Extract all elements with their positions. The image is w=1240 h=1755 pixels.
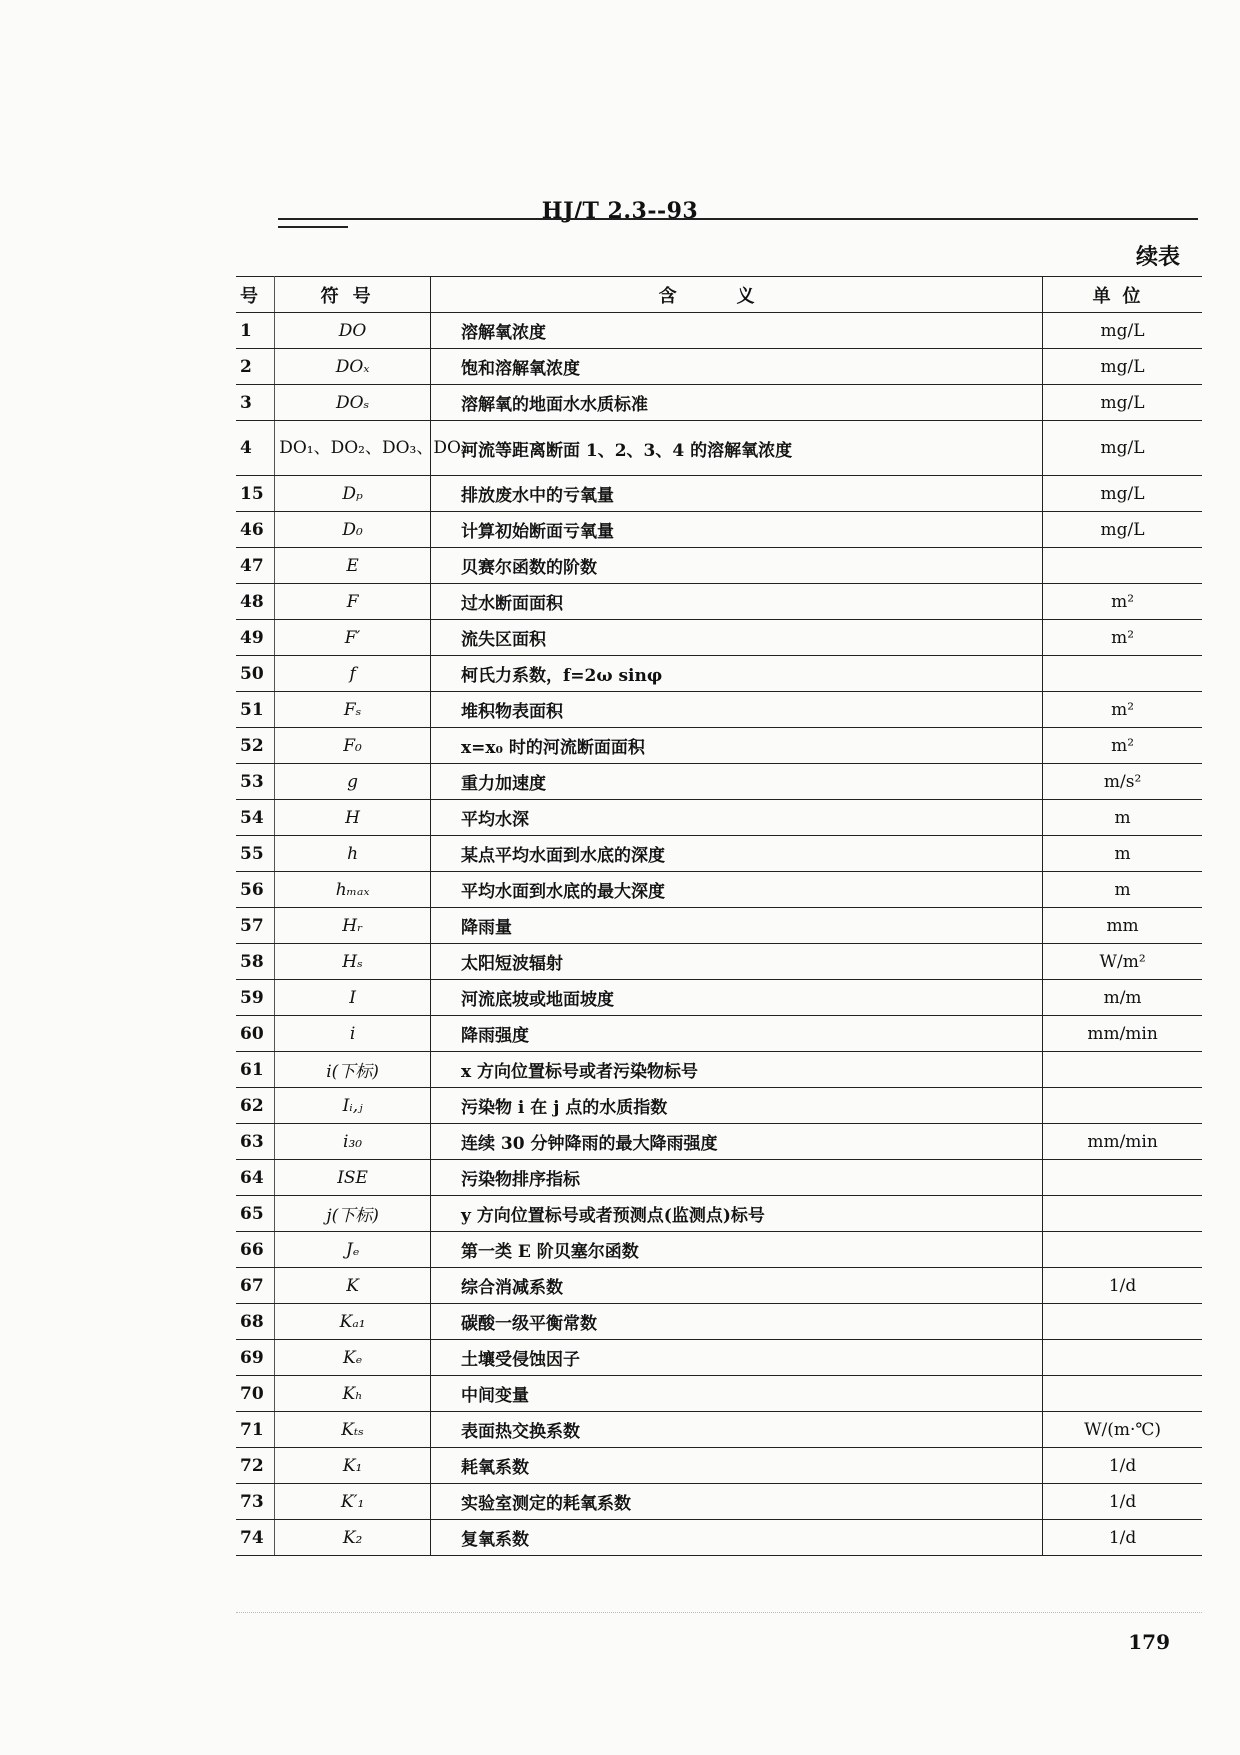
row-meaning: 河流底坡或地面坡度 [430, 980, 1042, 1016]
row-unit: mg/L [1043, 421, 1202, 476]
row-symbol: i₃₀ [275, 1124, 431, 1160]
row-symbol: i(下标) [275, 1052, 431, 1088]
row-number: 70 [236, 1376, 275, 1412]
row-meaning: 排放废水中的亏氧量 [430, 476, 1042, 512]
row-unit [1043, 548, 1202, 584]
row-unit: mm/min [1043, 1016, 1202, 1052]
row-meaning: 复氧系数 [430, 1520, 1042, 1556]
row-meaning: 污染物 i 在 j 点的水质指数 [430, 1088, 1042, 1124]
table-row [236, 476, 1202, 512]
table-row [236, 692, 1202, 728]
header-no: 号 [236, 277, 275, 313]
row-symbol: f [275, 656, 431, 692]
row-meaning: 连续 30 分钟降雨的最大降雨强度 [430, 1124, 1042, 1160]
row-number: 68 [236, 1304, 275, 1340]
row-number: 51 [236, 692, 275, 728]
symbol-table [236, 276, 1202, 1556]
row-meaning: 溶解氧的地面水水质标准 [430, 385, 1042, 421]
row-number: 59 [236, 980, 275, 1016]
row-number: 65 [236, 1196, 275, 1232]
table-row [236, 1268, 1202, 1304]
row-unit: m [1043, 800, 1202, 836]
row-meaning: 第一类 E 阶贝塞尔函数 [430, 1232, 1042, 1268]
row-unit: mg/L [1043, 476, 1202, 512]
row-meaning: 降雨量 [430, 908, 1042, 944]
table-row [236, 656, 1202, 692]
row-number: 71 [236, 1412, 275, 1448]
row-number: 73 [236, 1484, 275, 1520]
row-symbol: DOₛ [275, 385, 431, 421]
row-unit: 1/d [1043, 1484, 1202, 1520]
row-meaning: 降雨强度 [430, 1016, 1042, 1052]
bottom-dotted-line [236, 1612, 1202, 1613]
row-meaning: 河流等距离断面 1、2、3、4 的溶解氧浓度 [430, 421, 1042, 476]
row-number: 1 [236, 313, 275, 349]
row-meaning: x=x₀ 时的河流断面面积 [430, 728, 1042, 764]
row-unit: m² [1043, 692, 1202, 728]
row-symbol: K′₁ [275, 1484, 431, 1520]
row-number: 49 [236, 620, 275, 656]
table-row [236, 1160, 1202, 1196]
row-meaning: 太阳短波辐射 [430, 944, 1042, 980]
row-number: 48 [236, 584, 275, 620]
row-unit: m² [1043, 728, 1202, 764]
row-number: 56 [236, 872, 275, 908]
row-unit: m [1043, 872, 1202, 908]
row-unit: 1/d [1043, 1268, 1202, 1304]
row-symbol: K₁ [275, 1448, 431, 1484]
row-meaning: 表面热交换系数 [430, 1412, 1042, 1448]
row-meaning: 计算初始断面亏氧量 [430, 512, 1042, 548]
row-unit [1043, 1196, 1202, 1232]
row-symbol: Kₜₛ [275, 1412, 431, 1448]
row-unit: W/m² [1043, 944, 1202, 980]
row-number: 54 [236, 800, 275, 836]
table-row [236, 1088, 1202, 1124]
row-symbol: Kₐ₁ [275, 1304, 431, 1340]
table-row [236, 584, 1202, 620]
row-symbol: j(下标) [275, 1196, 431, 1232]
row-unit [1043, 1340, 1202, 1376]
row-unit: m [1043, 836, 1202, 872]
table-row [236, 1520, 1202, 1556]
row-number: 60 [236, 1016, 275, 1052]
row-unit [1043, 1304, 1202, 1340]
row-meaning: 耗氧系数 [430, 1448, 1042, 1484]
row-number: 69 [236, 1340, 275, 1376]
row-number: 55 [236, 836, 275, 872]
row-number: 61 [236, 1052, 275, 1088]
table-row [236, 1304, 1202, 1340]
row-symbol: hₘₐₓ [275, 872, 431, 908]
table-row [236, 1340, 1202, 1376]
row-number: 57 [236, 908, 275, 944]
row-meaning: 溶解氧浓度 [430, 313, 1042, 349]
row-meaning: 实验室测定的耗氧系数 [430, 1484, 1042, 1520]
row-meaning: 平均水面到水底的最大深度 [430, 872, 1042, 908]
row-unit: mg/L [1043, 512, 1202, 548]
table-header-row [236, 277, 1202, 313]
row-meaning: 重力加速度 [430, 764, 1042, 800]
row-unit [1043, 1376, 1202, 1412]
row-symbol: F₀ [275, 728, 431, 764]
row-number: 47 [236, 548, 275, 584]
row-number: 53 [236, 764, 275, 800]
row-unit: mm/min [1043, 1124, 1202, 1160]
row-unit: mg/L [1043, 349, 1202, 385]
row-unit [1043, 656, 1202, 692]
row-symbol: Hᵣ [275, 908, 431, 944]
table-row [236, 1016, 1202, 1052]
row-symbol: h [275, 836, 431, 872]
header-meaning: 含义 [430, 277, 1042, 313]
row-unit: mm [1043, 908, 1202, 944]
continued-label: 续表 [1135, 244, 1180, 270]
row-symbol: Kₕ [275, 1376, 431, 1412]
row-meaning: 饱和溶解氧浓度 [430, 349, 1042, 385]
row-symbol: Jₑ [275, 1232, 431, 1268]
table-row [236, 944, 1202, 980]
table-row [236, 1484, 1202, 1520]
row-meaning: 贝赛尔函数的阶数 [430, 548, 1042, 584]
header-rule [278, 218, 1198, 220]
row-unit: mg/L [1043, 385, 1202, 421]
row-number: 66 [236, 1232, 275, 1268]
row-unit [1043, 1052, 1202, 1088]
row-number: 67 [236, 1268, 275, 1304]
row-symbol: Dₚ [275, 476, 431, 512]
table-row [236, 1412, 1202, 1448]
row-meaning: y 方向位置标号或者预测点(监测点)标号 [430, 1196, 1042, 1232]
row-unit: W/(m·℃) [1043, 1412, 1202, 1448]
row-symbol: ISE [275, 1160, 431, 1196]
row-symbol: H [275, 800, 431, 836]
row-symbol: E [275, 548, 431, 584]
row-symbol: Kₑ [275, 1340, 431, 1376]
row-number: 15 [236, 476, 275, 512]
row-symbol: F′ [275, 620, 431, 656]
row-unit: m/m [1043, 980, 1202, 1016]
row-symbol: Iᵢ,ⱼ [275, 1088, 431, 1124]
table-row [236, 836, 1202, 872]
row-symbol: DOₓ [275, 349, 431, 385]
table-row [236, 620, 1202, 656]
row-unit: 1/d [1043, 1448, 1202, 1484]
row-meaning: x 方向位置标号或者污染物标号 [430, 1052, 1042, 1088]
document-code: HJ/T 2.3--93 [541, 198, 699, 224]
row-number: 3 [236, 385, 275, 421]
row-number: 50 [236, 656, 275, 692]
table-body [236, 313, 1202, 1556]
row-symbol: Fₛ [275, 692, 431, 728]
row-symbol: Hₛ [275, 944, 431, 980]
table-row [236, 385, 1202, 421]
row-symbol: DO [275, 313, 431, 349]
row-meaning: 平均水深 [430, 800, 1042, 836]
header-rule-short [278, 226, 348, 228]
row-number: 63 [236, 1124, 275, 1160]
row-number: 62 [236, 1088, 275, 1124]
row-symbol: i [275, 1016, 431, 1052]
table-row [236, 313, 1202, 349]
row-unit: m² [1043, 620, 1202, 656]
table-row [236, 512, 1202, 548]
row-number: 58 [236, 944, 275, 980]
table-row [236, 1448, 1202, 1484]
row-symbol: K₂ [275, 1520, 431, 1556]
row-meaning: 堆积物表面积 [430, 692, 1042, 728]
row-meaning: 某点平均水面到水底的深度 [430, 836, 1042, 872]
table-row [236, 1124, 1202, 1160]
row-number: 64 [236, 1160, 275, 1196]
row-meaning: 土壤受侵蚀因子 [430, 1340, 1042, 1376]
row-symbol: DO₁、DO₂、DO₃、DO₄ [275, 421, 431, 476]
table-row [236, 980, 1202, 1016]
row-unit [1043, 1232, 1202, 1268]
header-symbol: 符号 [275, 277, 431, 313]
row-symbol: I [275, 980, 431, 1016]
row-number: 4 [236, 421, 275, 476]
row-meaning: 碳酸一级平衡常数 [430, 1304, 1042, 1340]
row-unit [1043, 1160, 1202, 1196]
row-unit: m² [1043, 584, 1202, 620]
row-meaning: 过水断面面积 [430, 584, 1042, 620]
table-row [236, 872, 1202, 908]
row-number: 2 [236, 349, 275, 385]
page-number: 179 [1128, 1630, 1170, 1654]
row-meaning: 柯氏力系数，f=2ω sinφ [430, 656, 1042, 692]
table-row [236, 349, 1202, 385]
row-meaning: 中间变量 [430, 1376, 1042, 1412]
row-meaning: 流失区面积 [430, 620, 1042, 656]
table-row [236, 1052, 1202, 1088]
row-number: 52 [236, 728, 275, 764]
table-row [236, 548, 1202, 584]
row-unit: mg/L [1043, 313, 1202, 349]
table-row [236, 908, 1202, 944]
row-meaning: 综合消减系数 [430, 1268, 1042, 1304]
row-symbol: F [275, 584, 431, 620]
row-unit [1043, 1088, 1202, 1124]
table-row [236, 800, 1202, 836]
table-row [236, 728, 1202, 764]
row-unit: 1/d [1043, 1520, 1202, 1556]
row-meaning: 污染物排序指标 [430, 1160, 1042, 1196]
row-symbol: g [275, 764, 431, 800]
row-number: 46 [236, 512, 275, 548]
row-symbol: K [275, 1268, 431, 1304]
row-number: 72 [236, 1448, 275, 1484]
table-row [236, 1376, 1202, 1412]
table-row [236, 764, 1202, 800]
table-row [236, 421, 1202, 476]
row-number: 74 [236, 1520, 275, 1556]
row-unit: m/s² [1043, 764, 1202, 800]
row-symbol: D₀ [275, 512, 431, 548]
header-unit: 单位 [1043, 277, 1202, 313]
table-row [236, 1196, 1202, 1232]
table-row [236, 1232, 1202, 1268]
